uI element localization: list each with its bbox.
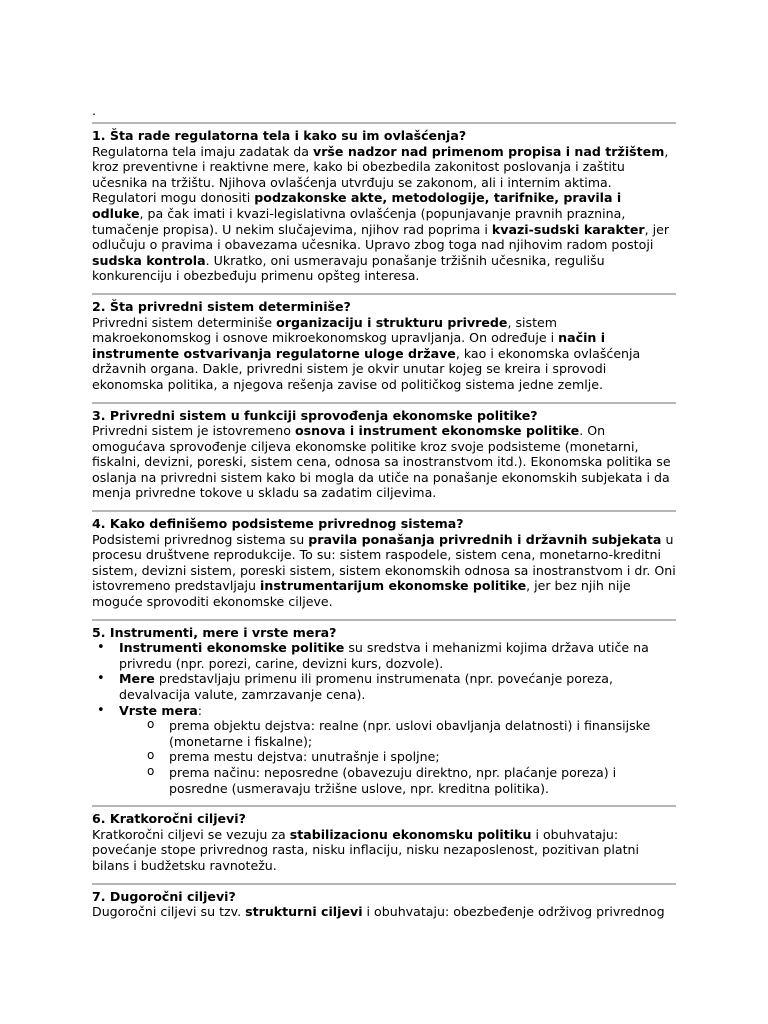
section-3 <box>92 402 676 511</box>
section-paragraph: Kratkoročni ciljevi se vezuju za stabilizacionu ekonomsku politiku i obuhvataju: povećanje stope privrednog rasta, nisku inflaciju, nisku nezaposlenost, pozitivan platni bilans i budžetsku ravnotežu. <box>92 826 639 873</box>
section-heading: 1. Šta rade regulatorna tela i kako su im ovlašćenja? <box>92 128 467 143</box>
section-paragraph: Privredni sistem determiniše organizaciju i strukturu privrede, sistem makroekonomskog i osnove mikroekonomskog upravljanja. On određuje i način i instrumente ostvarivanja regulatorne uloge države, kao i ekonomska ovlašćenja državnih organa. Dakle, privredni sistem je okvir unutar kojeg se kreira i sprovodi ekonomska politika, a njegova rešenja zavise od političkog sistema jedne zemlje. <box>92 314 641 392</box>
bullet-item-instrumenti: • Instrumenti ekonomske politike su sredstva i mehanizmi kojima država utiče na privredu (npr. porezi, carine, devizni kurs, dozvole). <box>119 640 676 671</box>
document-body <box>92 100 676 920</box>
section-paragraph: Privredni sistem je istovremeno osnova i instrument ekonomske politike. On omogućava sprovođenje ciljeva ekonomske politike kroz svoje podsisteme (monetarni, fiskalni, devizni, poreski, sistem cena, odnosa sa inostranstvom itd.). Ekonomska politika se oslanja na privredni sistem kako bi mogla da utiče na ponašanje ekonomskih subjekata i da menja privredne tokove u skladu sa zadatim ciljevima. <box>92 423 671 501</box>
section-1 <box>92 122 676 293</box>
section-paragraph: Dugoročni ciljevi su tzv. strukturni ciljevi i obuhvataju: obezbeđenje održivog privrednog <box>92 904 665 920</box>
section-4 <box>92 510 676 619</box>
bullet-item-vrste-mera: • Vrste mera: o prema objektu dejstva: realne (npr. uslovi obavljanja delatnosti) i finansijske (monetarne i fiskalne); o prema mestu dejstva: unutrašnje i spoljne; o prema načinu: neposredne (obavezuju direktno, npr. plaćanje poreza) i posredne (usmeravaju tržišne uslove, npr. kreditna politika). <box>119 703 676 797</box>
section-6 <box>92 805 676 882</box>
section-heading: 4. Kako definišemo podsisteme privrednog sistema? <box>92 516 464 532</box>
section-paragraph: Regulatorna tela imaju zadatak da vrše nadzor nad primenom propisa i nad tržištem, kroz preventivne i reaktivne mere, kako bi obezbedila zakonitost poslovanja i zaštitu učesnika na tržištu. Njihova ovlašćenja utvrđuju se zakonom, ali i internim aktima. Regulatori mogu donositi podzakonske akte, metodologije, tarifnike, pravila i odluke, pa čak imati i kvazi-legislativna ovlašćenja (popunjavanje pravnih praznina, tumačenje propisa). U nekim slučajevima, njihov rad poprima i kvazi-sudski karakter, jer odlučuju o pravima i obavezama učesnika. Upravo zbog toga nad njihovim radom postoji sudska kontrola. Ukratko, oni usmeravaju ponašanje tržišnih učesnika, regulišu konkurenciju i obezbeđuju primenu opšteg interesa. <box>92 143 670 284</box>
section-heading: 2. Šta privredni sistem determiniše? <box>92 298 351 314</box>
section-5 <box>92 619 676 806</box>
sub-bullet-item: o prema mestu dejstva: unutrašnje i spoljne; <box>169 749 676 765</box>
section-heading: 7. Dugoročni ciljevi? <box>92 888 236 904</box>
sub-bullet-item: o prema objektu dejstva: realne (npr. uslovi obavljanja delatnosti) i finansijske (monetarne i fiskalne); <box>169 718 676 749</box>
section-paragraph: Podsistemi privrednog sistema su pravila ponašanja privrednih i državnih subjekata u procesu društvene reprodukcije. To su: sistem raspodele, sistem cena, monetarno-kreditni sistem, devizni sistem, poreski sistem, sistem ekonomskih odnosa sa inostranstvom i dr. Oni istovremeno predstavljaju instrumentarijum ekonomske politike, jer bez njih nije moguće sprovoditi ekonomske ciljeve. <box>92 531 676 610</box>
section-2 <box>92 293 676 402</box>
section-heading: 6. Kratkoročni ciljevi? <box>92 811 246 827</box>
section-heading: 5. Instrumenti, mere i vrste mera? <box>92 624 337 640</box>
sub-bullet-list <box>119 718 676 796</box>
sub-bullet-item: o prema načinu: neposredne (obavezuju direktno, npr. plaćanje poreza) i posredne (usmeravaju tržišne uslove, npr. kreditna politika). <box>169 765 676 796</box>
bullet-list <box>92 640 676 796</box>
bullet-item-mere: • Mere predstavljaju primenu ili promenu instrumenata (npr. povećanje poreza, devalvacija valute, zamrzavanje cena). <box>119 671 676 702</box>
section-7 <box>92 883 676 920</box>
leading-dot: . <box>92 103 97 118</box>
section-heading: 3. Privredni sistem u funkciji sprovođenja ekonomske politike? <box>92 407 538 423</box>
